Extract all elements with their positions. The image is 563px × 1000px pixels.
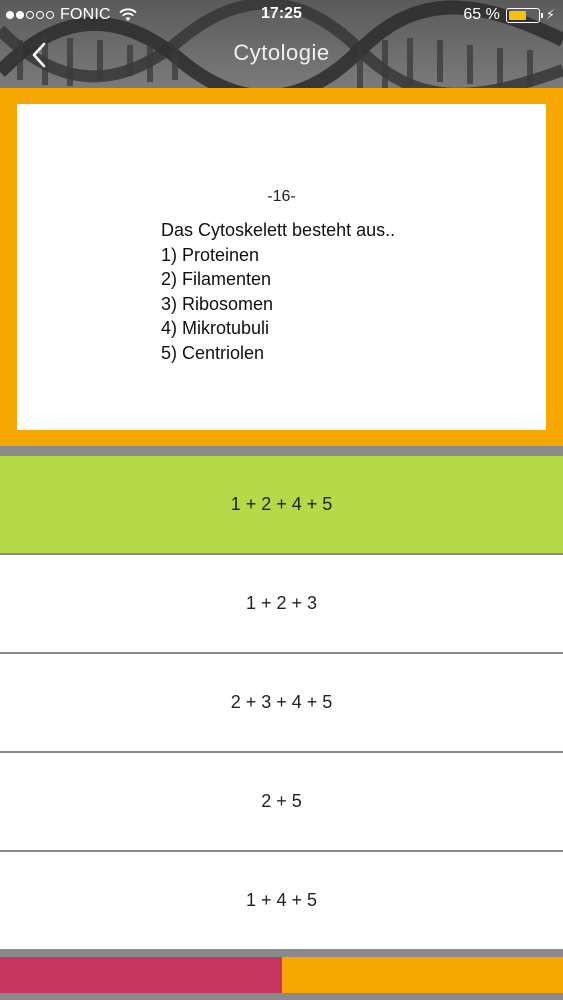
battery-percent: 65 % (463, 6, 500, 23)
question-number: -16- (267, 188, 296, 205)
question-option-1: 1) Proteinen (161, 244, 260, 265)
question-card (17, 104, 546, 430)
progress-bar-remaining (282, 957, 563, 993)
question-option-5: 5) Centriolen (161, 342, 265, 363)
question-card-frame (0, 88, 563, 446)
answer-button-3[interactable]: 2 + 3 + 4 + 5 (0, 654, 563, 751)
page-title: Cytologie (233, 40, 330, 65)
status-right (463, 6, 555, 24)
battery-level-fill (509, 11, 526, 20)
question-option-3: 3) Ribosomen (161, 293, 274, 314)
header (0, 0, 563, 88)
question-option-2: 2) Filamenten (161, 269, 272, 289)
status-bar (0, 0, 563, 30)
progress-bar (0, 957, 563, 993)
question-text: Das Cytoskelett besteht aus.. (161, 220, 396, 240)
carrier-name: FONIC (60, 6, 111, 23)
charging-bolt-icon: ⚡ (545, 7, 555, 22)
answer-button-4[interactable]: 2 + 5 (0, 753, 563, 850)
progress-bar-done (0, 957, 282, 993)
bottom-strip (0, 993, 563, 1000)
answer-list (0, 456, 563, 951)
answer-button-2[interactable]: 1 + 2 + 3 (0, 555, 563, 652)
question-text-block (161, 218, 395, 365)
status-time: 17:25 (261, 5, 302, 22)
answer-button-5[interactable]: 1 + 4 + 5 (0, 852, 563, 949)
battery-icon (506, 8, 540, 23)
answer-button-1[interactable]: 1 + 2 + 4 + 5 (0, 456, 563, 553)
question-option-4: 4) Mikrotubuli (161, 318, 270, 338)
